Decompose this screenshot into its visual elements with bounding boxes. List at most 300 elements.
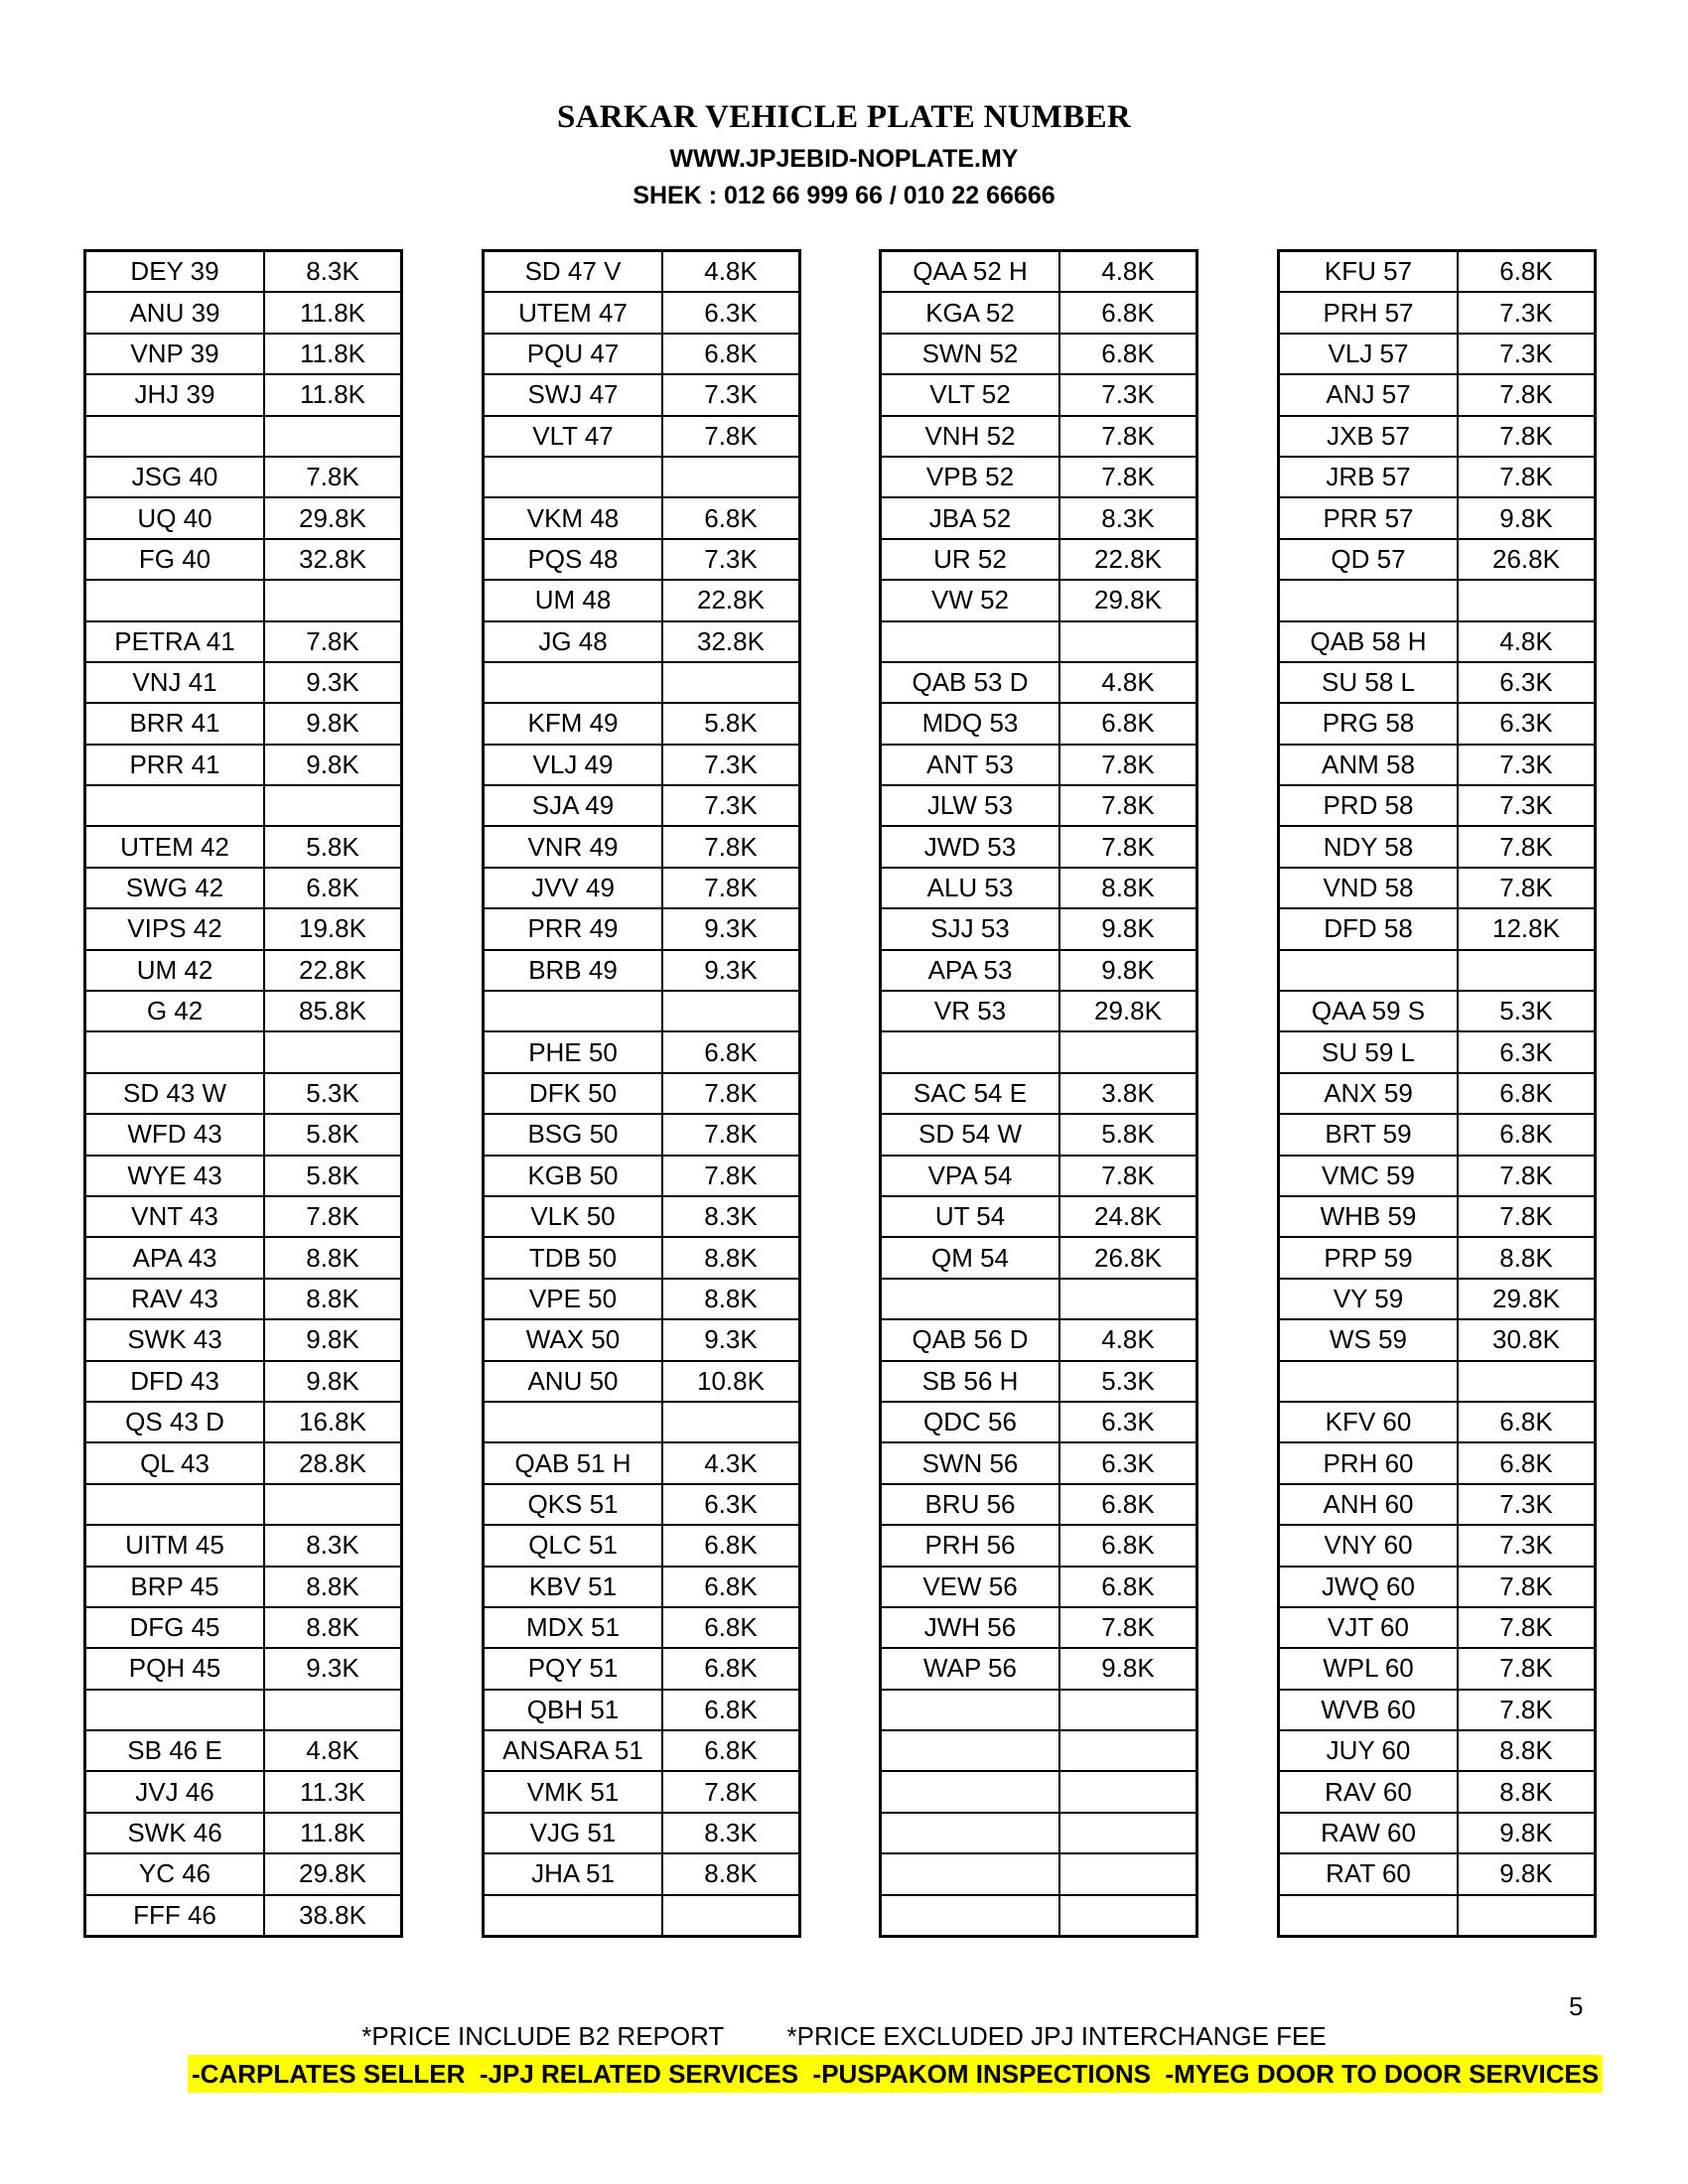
price-cell: 7.8K: [264, 621, 402, 662]
price-cell: 8.8K: [264, 1567, 402, 1607]
price-cell: 8.3K: [1059, 497, 1197, 538]
price-cell: 9.8K: [264, 1361, 402, 1402]
price-cell: 5.8K: [264, 826, 402, 867]
table-row: [881, 1730, 1197, 1771]
plate-table-column-3: [879, 249, 1198, 1938]
table-row: [85, 703, 402, 744]
price-cell: 6.3K: [1059, 1402, 1197, 1442]
table-row: [1279, 1442, 1596, 1483]
price-cell: 7.8K: [1059, 416, 1197, 457]
price-cell: [662, 662, 800, 703]
table-row: [881, 621, 1197, 662]
price-cell: 7.8K: [1458, 1648, 1596, 1689]
table-row: [1279, 539, 1596, 580]
price-cell: 4.8K: [662, 251, 800, 293]
plate-number-cell: VY 59: [1279, 1279, 1459, 1319]
plate-number-cell: VLK 50: [484, 1196, 663, 1237]
plate-number-cell: [881, 1813, 1060, 1853]
table-row: [85, 1607, 402, 1648]
table-row: [484, 539, 800, 580]
plate-number-cell: VMK 51: [484, 1771, 663, 1812]
price-cell: 8.8K: [264, 1279, 402, 1319]
price-cell: [1059, 1853, 1197, 1894]
table-row: [1279, 1730, 1596, 1771]
plate-number-cell: WAP 56: [881, 1648, 1060, 1689]
plate-number-cell: ANU 39: [85, 292, 265, 333]
price-cell: 7.3K: [662, 745, 800, 785]
plate-number-cell: [484, 662, 663, 703]
table-row: [484, 1237, 800, 1278]
price-cell: 6.8K: [1059, 1484, 1197, 1525]
plate-number-cell: SU 59 L: [1279, 1031, 1459, 1072]
table-row: [85, 950, 402, 991]
price-cell: 7.8K: [1059, 745, 1197, 785]
plate-number-cell: [1279, 580, 1459, 620]
table-row: [1279, 1525, 1596, 1566]
table-row: [881, 1402, 1197, 1442]
table-row: [881, 1813, 1197, 1853]
table-row: [484, 991, 800, 1031]
table-row: [1279, 1114, 1596, 1155]
price-cell: 4.8K: [1059, 1319, 1197, 1360]
table-row: [881, 908, 1197, 949]
plate-number-cell: [85, 416, 265, 457]
price-cell: 6.8K: [662, 1031, 800, 1072]
table-row: [881, 251, 1197, 293]
plate-number-cell: APA 53: [881, 950, 1060, 991]
plate-number-cell: JWQ 60: [1279, 1567, 1459, 1607]
price-cell: 7.8K: [1458, 826, 1596, 867]
plate-number-cell: PQU 47: [484, 334, 663, 374]
price-cell: 22.8K: [662, 580, 800, 620]
price-cell: 9.8K: [264, 745, 402, 785]
price-cell: 9.3K: [264, 662, 402, 703]
table-row: [1279, 1648, 1596, 1689]
plate-number-cell: PRG 58: [1279, 703, 1459, 744]
plate-number-cell: JWD 53: [881, 826, 1060, 867]
plate-number-cell: ANX 59: [1279, 1073, 1459, 1114]
price-cell: 9.3K: [662, 1319, 800, 1360]
price-cell: 11.8K: [264, 1813, 402, 1853]
plate-number-cell: [85, 1484, 265, 1525]
plate-number-cell: VJT 60: [1279, 1607, 1459, 1648]
plate-number-cell: [85, 785, 265, 826]
price-cell: 6.3K: [1458, 662, 1596, 703]
table-row: [1279, 1279, 1596, 1319]
table-row: [484, 826, 800, 867]
price-cell: 6.8K: [264, 868, 402, 908]
plate-number-cell: DFD 58: [1279, 908, 1459, 949]
table-row: [484, 1156, 800, 1196]
price-cell: 7.8K: [662, 826, 800, 867]
plate-number-cell: ALU 53: [881, 868, 1060, 908]
price-cell: 19.8K: [264, 908, 402, 949]
table-row: [85, 374, 402, 415]
plate-number-cell: PETRA 41: [85, 621, 265, 662]
table-row: [881, 1361, 1197, 1402]
price-cell: 6.8K: [1458, 1114, 1596, 1155]
table-row: [85, 991, 402, 1031]
price-notes: [0, 2021, 1688, 2052]
plate-number-cell: UQ 40: [85, 497, 265, 538]
price-cell: 8.3K: [662, 1813, 800, 1853]
table-row: [484, 1402, 800, 1442]
price-cell: 9.3K: [662, 950, 800, 991]
price-cell: 6.3K: [662, 1484, 800, 1525]
table-row: [484, 497, 800, 538]
plate-number-cell: ANM 58: [1279, 745, 1459, 785]
price-cell: 7.8K: [1458, 868, 1596, 908]
plate-number-cell: MDX 51: [484, 1607, 663, 1648]
table-row: [1279, 416, 1596, 457]
table-row: [85, 416, 402, 457]
price-cell: 6.8K: [1458, 1073, 1596, 1114]
plate-number-cell: SAC 54 E: [881, 1073, 1060, 1114]
price-cell: 7.8K: [1458, 1196, 1596, 1237]
plate-number-cell: MDQ 53: [881, 703, 1060, 744]
table-row: [484, 1279, 800, 1319]
table-row: [85, 1690, 402, 1730]
plate-number-cell: RAT 60: [1279, 1853, 1459, 1894]
price-cell: [662, 1895, 800, 1937]
price-cell: 8.3K: [264, 1525, 402, 1566]
table-row: [85, 1484, 402, 1525]
price-cell: 7.8K: [1059, 826, 1197, 867]
price-cell: 7.8K: [264, 457, 402, 497]
table-row: [1279, 621, 1596, 662]
table-row: [85, 1031, 402, 1072]
price-cell: 7.8K: [662, 416, 800, 457]
plate-number-cell: SU 58 L: [1279, 662, 1459, 703]
table-row: [484, 1442, 800, 1483]
table-row: [85, 1114, 402, 1155]
plate-number-cell: UITM 45: [85, 1525, 265, 1566]
table-row: [85, 457, 402, 497]
table-row: [484, 1813, 800, 1853]
plate-number-cell: QS 43 D: [85, 1402, 265, 1442]
plate-number-cell: [484, 1895, 663, 1937]
plate-number-cell: VJG 51: [484, 1813, 663, 1853]
table-row: [1279, 1361, 1596, 1402]
table-row: [1279, 1484, 1596, 1525]
table-row: [85, 292, 402, 333]
plate-number-cell: [85, 580, 265, 620]
price-cell: 8.3K: [264, 251, 402, 293]
price-cell: 7.3K: [1059, 374, 1197, 415]
table-row: [484, 1730, 800, 1771]
table-row: [1279, 785, 1596, 826]
price-cell: 5.3K: [1059, 1361, 1197, 1402]
price-cell: 5.8K: [264, 1156, 402, 1196]
plate-number-cell: KBV 51: [484, 1567, 663, 1607]
plate-number-cell: [1279, 950, 1459, 991]
plate-number-cell: PQH 45: [85, 1648, 265, 1689]
price-cell: 5.8K: [264, 1114, 402, 1155]
plate-number-cell: [1279, 1895, 1459, 1937]
price-cell: 12.8K: [1458, 908, 1596, 949]
plate-number-cell: YC 46: [85, 1853, 265, 1894]
plate-table-column-2: [482, 249, 801, 1938]
table-row: [85, 1730, 402, 1771]
table-row: [85, 785, 402, 826]
price-cell: [1458, 1895, 1596, 1937]
table-row: [484, 374, 800, 415]
plate-number-cell: SD 43 W: [85, 1073, 265, 1114]
price-cell: 7.8K: [1458, 374, 1596, 415]
table-row: [881, 1525, 1197, 1566]
table-row: [484, 1853, 800, 1894]
price-note-b2: *PRICE INCLUDE B2 REPORT: [361, 2021, 725, 2051]
plate-number-cell: BRT 59: [1279, 1114, 1459, 1155]
price-cell: 6.8K: [1059, 334, 1197, 374]
plate-number-cell: [881, 621, 1060, 662]
table-row: [484, 785, 800, 826]
price-cell: 11.8K: [264, 374, 402, 415]
plate-number-cell: VPB 52: [881, 457, 1060, 497]
price-cell: 7.3K: [1458, 334, 1596, 374]
price-cell: 7.8K: [1458, 1690, 1596, 1730]
table-row: [881, 1196, 1197, 1237]
plate-number-cell: QAB 51 H: [484, 1442, 663, 1483]
plate-number-cell: SJA 49: [484, 785, 663, 826]
plate-number-cell: BRB 49: [484, 950, 663, 991]
plate-number-cell: QAA 52 H: [881, 251, 1060, 293]
price-cell: 7.8K: [1059, 785, 1197, 826]
price-cell: 9.8K: [264, 703, 402, 744]
price-cell: 4.8K: [1458, 621, 1596, 662]
price-cell: 6.3K: [1059, 1442, 1197, 1483]
plate-number-cell: QLC 51: [484, 1525, 663, 1566]
price-cell: [1059, 1690, 1197, 1730]
table-row: [1279, 580, 1596, 620]
table-row: [881, 1319, 1197, 1360]
table-row: [881, 292, 1197, 333]
price-cell: [1059, 621, 1197, 662]
plate-number-cell: [484, 457, 663, 497]
table-row: [484, 908, 800, 949]
plate-number-cell: RAW 60: [1279, 1813, 1459, 1853]
plate-number-cell: BRU 56: [881, 1484, 1060, 1525]
table-row: [1279, 1031, 1596, 1072]
price-cell: 26.8K: [1059, 1237, 1197, 1278]
price-cell: [662, 457, 800, 497]
table-row: [484, 1690, 800, 1730]
price-cell: 9.8K: [1059, 1648, 1197, 1689]
plate-number-cell: [881, 1771, 1060, 1812]
table-row: [1279, 908, 1596, 949]
plate-number-cell: APA 43: [85, 1237, 265, 1278]
price-cell: 7.8K: [662, 1156, 800, 1196]
price-cell: 7.8K: [1458, 1567, 1596, 1607]
table-row: [1279, 662, 1596, 703]
price-cell: 6.3K: [1458, 703, 1596, 744]
price-cell: [662, 991, 800, 1031]
price-cell: 32.8K: [264, 539, 402, 580]
price-cell: 30.8K: [1458, 1319, 1596, 1360]
table-row: [881, 745, 1197, 785]
price-cell: 9.8K: [1059, 908, 1197, 949]
table-row: [881, 1895, 1197, 1937]
plate-number-cell: SWK 46: [85, 1813, 265, 1853]
plate-number-cell: VND 58: [1279, 868, 1459, 908]
table-row: [881, 1031, 1197, 1072]
website-text: WWW.JPJEBID-NOPLATE.MY: [669, 145, 1019, 173]
table-row: [484, 1114, 800, 1155]
table-row: [881, 868, 1197, 908]
plate-number-cell: UM 42: [85, 950, 265, 991]
price-cell: 6.8K: [662, 1567, 800, 1607]
table-row: [85, 1525, 402, 1566]
plate-number-cell: KFV 60: [1279, 1402, 1459, 1442]
price-cell: 24.8K: [1059, 1196, 1197, 1237]
price-cell: 8.8K: [1059, 868, 1197, 908]
plate-number-cell: VNP 39: [85, 334, 265, 374]
plate-number-cell: [881, 1730, 1060, 1771]
plate-number-cell: UT 54: [881, 1196, 1060, 1237]
services-banner: -CARPLATES SELLER -JPJ RELATED SERVICES -PUSPAKOM INSPECTIONS -MYEG DOOR TO DOOR SERVICES: [188, 2055, 1603, 2093]
price-cell: 29.8K: [264, 1853, 402, 1894]
price-cell: 4.8K: [264, 1730, 402, 1771]
table-row: [484, 950, 800, 991]
plate-number-cell: QAA 59 S: [1279, 991, 1459, 1031]
table-row: [484, 1895, 800, 1937]
plate-number-cell: KGB 50: [484, 1156, 663, 1196]
plate-number-cell: VLT 47: [484, 416, 663, 457]
price-cell: 85.8K: [264, 991, 402, 1031]
price-cell: 8.8K: [1458, 1771, 1596, 1812]
plate-number-cell: DFG 45: [85, 1607, 265, 1648]
table-row: [484, 1196, 800, 1237]
price-cell: 5.8K: [1059, 1114, 1197, 1155]
plate-number-cell: JSG 40: [85, 457, 265, 497]
price-cell: 7.8K: [1059, 1607, 1197, 1648]
plate-number-cell: WYE 43: [85, 1156, 265, 1196]
table-row: [881, 1690, 1197, 1730]
price-cell: 6.8K: [1458, 1402, 1596, 1442]
plate-number-cell: [881, 1690, 1060, 1730]
plate-number-cell: BRR 41: [85, 703, 265, 744]
table-row: [484, 1031, 800, 1072]
price-cell: [662, 1402, 800, 1442]
table-row: [881, 1567, 1197, 1607]
table-row: [881, 991, 1197, 1031]
plate-number-cell: NDY 58: [1279, 826, 1459, 867]
table-row: [1279, 1607, 1596, 1648]
price-cell: 9.8K: [1059, 950, 1197, 991]
price-cell: 29.8K: [1059, 580, 1197, 620]
price-cell: 7.3K: [662, 785, 800, 826]
plate-number-cell: VLJ 49: [484, 745, 663, 785]
price-cell: 6.8K: [1059, 1567, 1197, 1607]
plate-number-cell: UR 52: [881, 539, 1060, 580]
price-cell: 8.3K: [662, 1196, 800, 1237]
plate-number-cell: QAB 53 D: [881, 662, 1060, 703]
plate-table-column-1: [83, 249, 403, 1938]
price-cell: 6.8K: [662, 1648, 800, 1689]
table-row: [1279, 1073, 1596, 1114]
price-cell: 9.3K: [662, 908, 800, 949]
plate-number-cell: [881, 1853, 1060, 1894]
plate-number-cell: KGA 52: [881, 292, 1060, 333]
table-row: [881, 1648, 1197, 1689]
table-row: [1279, 457, 1596, 497]
plate-number-cell: ANT 53: [881, 745, 1060, 785]
price-cell: 32.8K: [662, 621, 800, 662]
plate-number-cell: PRP 59: [1279, 1237, 1459, 1278]
price-cell: 3.8K: [1059, 1073, 1197, 1114]
plate-number-cell: BRP 45: [85, 1567, 265, 1607]
plate-number-cell: SWG 42: [85, 868, 265, 908]
plate-number-cell: [484, 991, 663, 1031]
plate-number-cell: [881, 1279, 1060, 1319]
table-row: [85, 497, 402, 538]
table-row: [85, 1771, 402, 1812]
price-note-jpj: *PRICE EXCLUDED JPJ INTERCHANGE FEE: [786, 2021, 1327, 2051]
plate-number-cell: VNT 43: [85, 1196, 265, 1237]
price-cell: 5.3K: [1458, 991, 1596, 1031]
price-cell: 4.3K: [662, 1442, 800, 1483]
plate-number-cell: JVJ 46: [85, 1771, 265, 1812]
plate-number-cell: VLJ 57: [1279, 334, 1459, 374]
plate-number-cell: UM 48: [484, 580, 663, 620]
plate-number-cell: PRD 58: [1279, 785, 1459, 826]
price-cell: 6.8K: [1059, 703, 1197, 744]
table-row: [1279, 251, 1596, 293]
price-cell: 22.8K: [1059, 539, 1197, 580]
price-cell: [264, 416, 402, 457]
table-row: [881, 703, 1197, 744]
price-cell: 6.8K: [1059, 1525, 1197, 1566]
plate-number-cell: QKS 51: [484, 1484, 663, 1525]
plate-number-cell: QDC 56: [881, 1402, 1060, 1442]
plate-number-cell: QAB 56 D: [881, 1319, 1060, 1360]
plate-number-cell: WS 59: [1279, 1319, 1459, 1360]
price-cell: [1059, 1771, 1197, 1812]
price-cell: 7.8K: [662, 1771, 800, 1812]
price-cell: 7.8K: [1458, 1607, 1596, 1648]
plate-number-cell: PRH 57: [1279, 292, 1459, 333]
price-cell: 11.8K: [264, 292, 402, 333]
price-cell: 8.8K: [662, 1237, 800, 1278]
plate-number-cell: SWJ 47: [484, 374, 663, 415]
table-row: [881, 539, 1197, 580]
table-row: [85, 826, 402, 867]
table-row: [85, 621, 402, 662]
table-row: [1279, 1771, 1596, 1812]
table-row: [1279, 1237, 1596, 1278]
price-cell: [264, 785, 402, 826]
table-row: [881, 1237, 1197, 1278]
plate-number-cell: FG 40: [85, 539, 265, 580]
price-cell: 11.3K: [264, 1771, 402, 1812]
price-cell: 9.8K: [1458, 497, 1596, 538]
table-row: [484, 745, 800, 785]
table-row: [484, 1073, 800, 1114]
plate-number-cell: KFM 49: [484, 703, 663, 744]
table-row: [85, 1361, 402, 1402]
plate-table-column-4: [1277, 249, 1597, 1938]
table-row: [85, 1073, 402, 1114]
plate-number-cell: VLT 52: [881, 374, 1060, 415]
plate-number-cell: [881, 1031, 1060, 1072]
price-cell: 7.3K: [1458, 292, 1596, 333]
price-cell: 7.8K: [1059, 457, 1197, 497]
price-cell: 6.8K: [1458, 1442, 1596, 1483]
table-row: [1279, 1567, 1596, 1607]
table-row: [85, 539, 402, 580]
plate-number-cell: RAV 60: [1279, 1771, 1459, 1812]
price-cell: 16.8K: [264, 1402, 402, 1442]
